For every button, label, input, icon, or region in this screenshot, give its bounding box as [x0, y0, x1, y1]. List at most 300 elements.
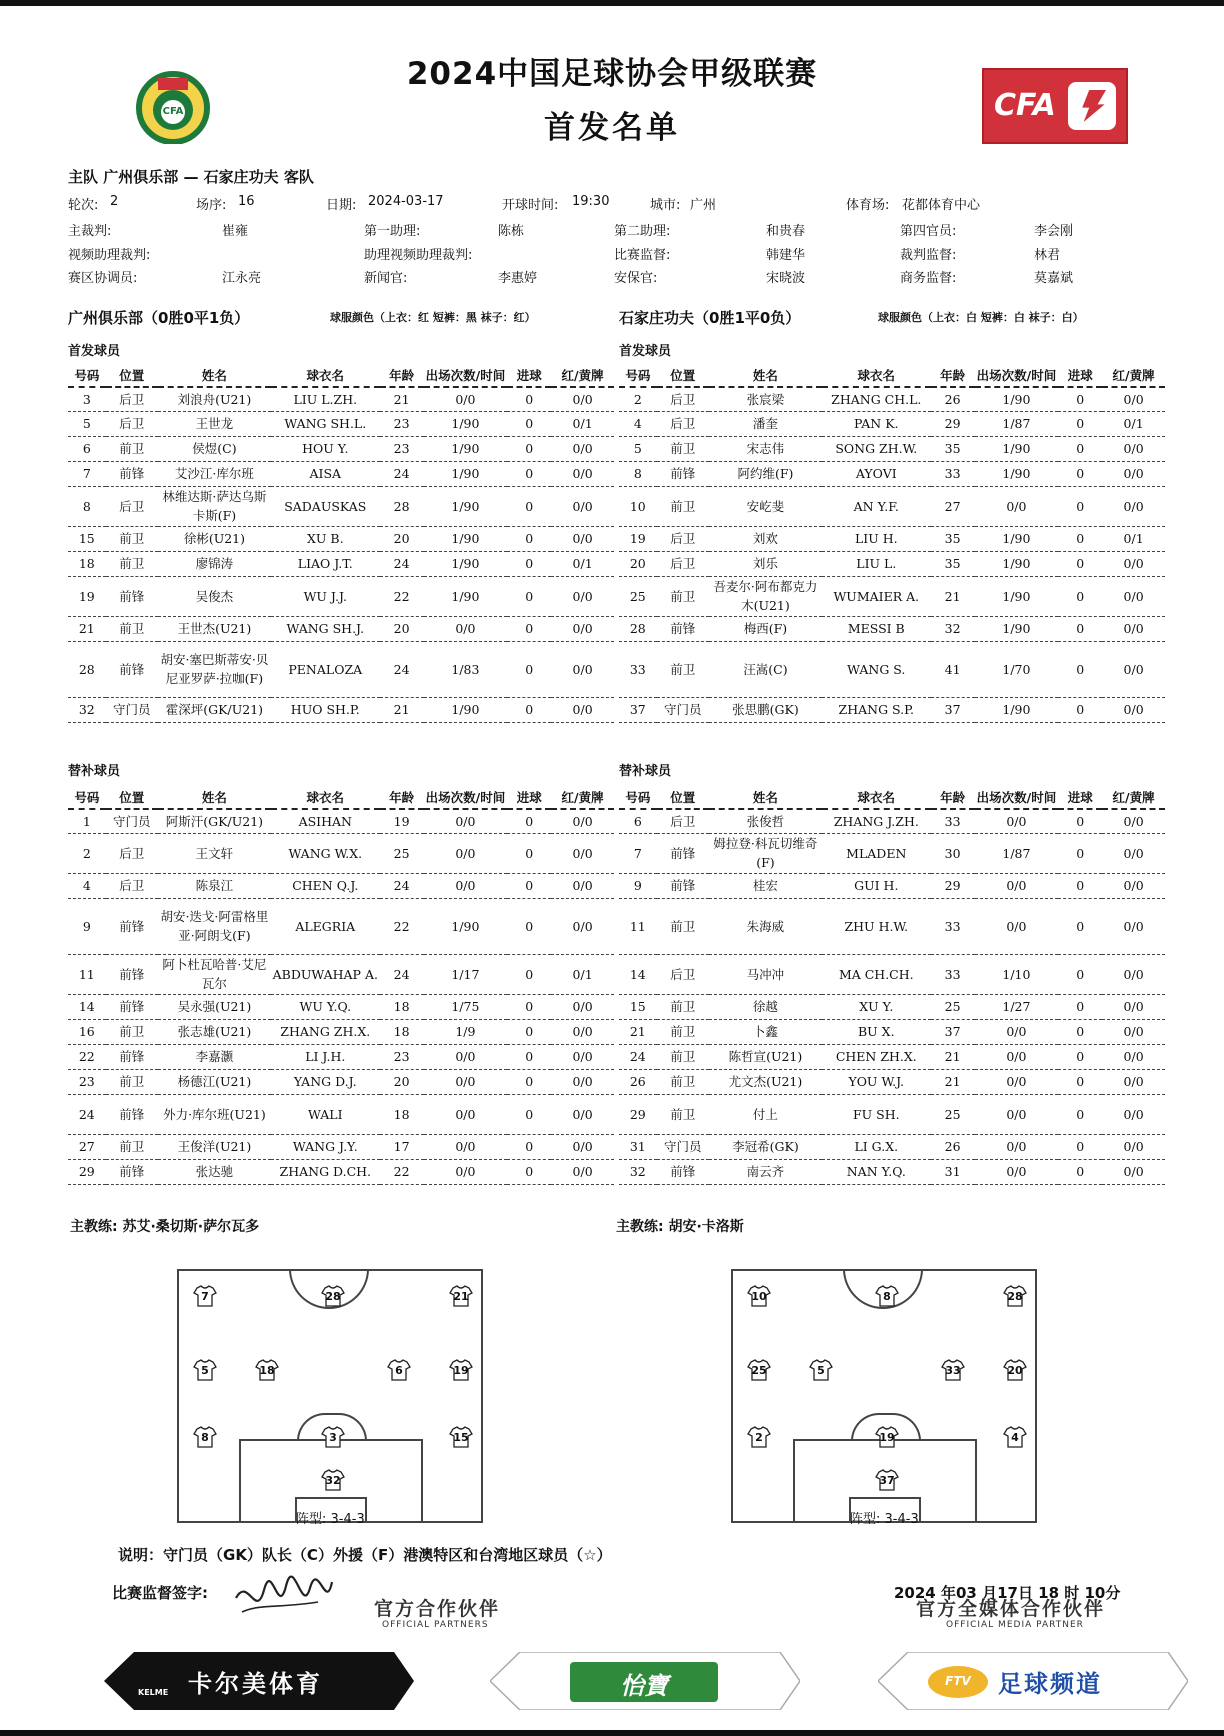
- player-position: 前卫: [106, 1134, 158, 1159]
- player-name: 张达驰: [158, 1159, 271, 1184]
- player-cards: 0/0: [1102, 461, 1165, 486]
- table-row: [68, 954, 614, 994]
- column-header: 号码: [68, 364, 106, 387]
- player-goals: 0: [507, 641, 551, 697]
- jersey-icon: [449, 1426, 473, 1448]
- player-position: 守门员: [657, 1134, 709, 1159]
- player-name: 宋志伟: [709, 436, 822, 461]
- player-age: 41: [931, 641, 975, 697]
- player-cards: 0/0: [551, 526, 614, 551]
- player-goals: 0: [1058, 461, 1102, 486]
- player-position: 前锋: [657, 873, 709, 898]
- player-number: 19: [619, 526, 657, 551]
- player-goals: 0: [1058, 1134, 1102, 1159]
- home-starters-label: 首发球员: [68, 344, 121, 359]
- jersey-number: 20: [1007, 1364, 1023, 1377]
- player-appearances: 0/0: [975, 809, 1059, 833]
- jersey-icon: [255, 1359, 279, 1381]
- player-cards: 0/0: [551, 994, 614, 1019]
- player-appearances: 0/0: [975, 1134, 1059, 1159]
- table-row: [619, 1019, 1165, 1044]
- player-goals: 0: [507, 486, 551, 526]
- player-shirt-name: LIU L.: [822, 551, 931, 576]
- player-name: 张宸梁: [709, 387, 822, 411]
- table-row: [619, 526, 1165, 551]
- player-number: 2: [68, 833, 106, 873]
- player-goals: 0: [1058, 551, 1102, 576]
- player-name: 胡安·塞巴斯蒂安·贝尼亚罗萨·拉咖(F): [158, 641, 271, 697]
- jersey-number: 4: [1011, 1431, 1019, 1444]
- player-name: 张思鹏(GK): [709, 697, 822, 722]
- player-goals: 0: [1058, 833, 1102, 873]
- player-shirt-name: PAN K.: [822, 411, 931, 436]
- player-goals: 0: [1058, 526, 1102, 551]
- column-header: 进球: [1058, 786, 1102, 809]
- player-cards: 0/0: [551, 461, 614, 486]
- player-shirt-name: SONG ZH.W.: [822, 436, 931, 461]
- player-appearances: 1/90: [424, 411, 508, 436]
- table-row: [619, 461, 1165, 486]
- player-shirt-name: YANG D.J.: [271, 1069, 380, 1094]
- player-number: 6: [619, 809, 657, 833]
- jersey-icon: [809, 1359, 833, 1381]
- player-age: 24: [380, 461, 424, 486]
- player-position: 后卫: [106, 873, 158, 898]
- jersey-number: 19: [453, 1364, 469, 1377]
- player-cards: 0/0: [1102, 576, 1165, 616]
- player-name: 刘欢: [709, 526, 822, 551]
- player-cards: 0/0: [551, 1159, 614, 1184]
- player-number: 21: [619, 1019, 657, 1044]
- player-appearances: 1/90: [424, 436, 508, 461]
- player-age: 33: [931, 461, 975, 486]
- player-position: 前锋: [657, 616, 709, 641]
- player-position: 前锋: [657, 833, 709, 873]
- player-position: 守门员: [106, 697, 158, 722]
- player-shirt-name: WU Y.Q.: [271, 994, 380, 1019]
- jersey-number: 28: [1007, 1290, 1023, 1303]
- player-name: 王世杰(U21): [158, 616, 271, 641]
- player-position: 前卫: [657, 1019, 709, 1044]
- column-header: 位置: [657, 786, 709, 809]
- player-age: 19: [380, 809, 424, 833]
- player-number: 20: [619, 551, 657, 576]
- player-number: 6: [68, 436, 106, 461]
- player-number: 5: [68, 411, 106, 436]
- player-cards: 0/0: [551, 809, 614, 833]
- jersey-icon: [321, 1285, 345, 1307]
- player-cards: 0/0: [1102, 1094, 1165, 1134]
- player-goals: 0: [1058, 954, 1102, 994]
- jersey-number: 18: [259, 1364, 275, 1377]
- player-number: 29: [619, 1094, 657, 1134]
- home-kit-colors: 球服颜色（上衣：红 短裤：黑 袜子：红）: [330, 311, 536, 324]
- player-goals: 0: [507, 809, 551, 833]
- player-name: 吴永强(U21): [158, 994, 271, 1019]
- player-number: 2: [619, 387, 657, 411]
- player-age: 17: [380, 1134, 424, 1159]
- table-row: [68, 873, 614, 898]
- table-row: [68, 387, 614, 411]
- table-row: [619, 551, 1165, 576]
- player-cards: 0/0: [1102, 898, 1165, 954]
- jersey-icon: [193, 1359, 217, 1381]
- player-position: 前锋: [106, 461, 158, 486]
- jersey-number: 28: [325, 1290, 341, 1303]
- player-shirt-name: ABDUWAHAP A.: [271, 954, 380, 994]
- player-appearances: 1/90: [975, 616, 1059, 641]
- player-cards: 0/0: [1102, 1069, 1165, 1094]
- player-appearances: 1/90: [424, 461, 508, 486]
- table-row: [619, 411, 1165, 436]
- jersey-icon: [875, 1285, 899, 1307]
- player-age: 33: [931, 898, 975, 954]
- player-age: 37: [931, 1019, 975, 1044]
- jersey-icon: [387, 1359, 411, 1381]
- jersey-number: 25: [751, 1364, 767, 1377]
- player-position: 前卫: [657, 436, 709, 461]
- player-age: 28: [380, 486, 424, 526]
- player-cards: 0/0: [551, 1134, 614, 1159]
- player-cards: 0/1: [551, 954, 614, 994]
- column-header: 号码: [619, 786, 657, 809]
- player-name: 阿斯汗(GK/U21): [158, 809, 271, 833]
- table-row: [68, 411, 614, 436]
- player-name: 吴俊杰: [158, 576, 271, 616]
- table-row: [68, 1019, 614, 1044]
- player-number: 11: [68, 954, 106, 994]
- away-pitch: [731, 1269, 1037, 1523]
- player-shirt-name: GUI H.: [822, 873, 931, 898]
- player-appearances: 1/90: [975, 526, 1059, 551]
- player-goals: 0: [1058, 436, 1102, 461]
- player-appearances: 1/90: [424, 486, 508, 526]
- player-name: 霍深坪(GK/U21): [158, 697, 271, 722]
- jersey-number: 3: [329, 1431, 337, 1444]
- player-number: 9: [68, 898, 106, 954]
- player-appearances: 0/0: [424, 833, 508, 873]
- table-row: [68, 833, 614, 873]
- yibao-banner: 怡寶: [490, 1652, 800, 1710]
- player-number: 4: [68, 873, 106, 898]
- player-shirt-name: XU Y.: [822, 994, 931, 1019]
- player-number: 7: [68, 461, 106, 486]
- player-age: 24: [380, 873, 424, 898]
- player-position: 前卫: [657, 1044, 709, 1069]
- home-subs-table: [68, 786, 614, 1185]
- player-number: 14: [619, 954, 657, 994]
- player-age: 22: [380, 1159, 424, 1184]
- player-shirt-name: SADAUSKAS: [271, 486, 380, 526]
- player-shirt-name: LIU L.ZH.: [271, 387, 380, 411]
- jersey-icon: [449, 1285, 473, 1307]
- column-header: 位置: [106, 364, 158, 387]
- home-formation: 阵型: 3-4-3: [296, 1512, 365, 1527]
- column-header: 球衣名: [822, 786, 931, 809]
- player-goals: 0: [507, 461, 551, 486]
- table-row: [68, 1069, 614, 1094]
- home-coach: 主教练: 苏艾·桑切斯·萨尔瓦多: [70, 1219, 260, 1235]
- player-appearances: 1/90: [424, 551, 508, 576]
- home-pitch: [177, 1269, 483, 1523]
- player-name: 付上: [709, 1094, 822, 1134]
- player-number: 37: [619, 697, 657, 722]
- player-appearances: 1/9: [424, 1019, 508, 1044]
- player-number: 3: [68, 387, 106, 411]
- player-shirt-name: LI J.H.: [271, 1044, 380, 1069]
- player-position: 后卫: [657, 387, 709, 411]
- player-shirt-name: WANG S.: [822, 641, 931, 697]
- column-header: 球衣名: [822, 364, 931, 387]
- player-number: 8: [619, 461, 657, 486]
- player-appearances: 0/0: [424, 1094, 508, 1134]
- player-appearances: 0/0: [424, 616, 508, 641]
- player-goals: 0: [1058, 809, 1102, 833]
- timestamp: 2024 年03 月17日 18 时 10分: [894, 1584, 1121, 1602]
- player-number: 5: [619, 436, 657, 461]
- player-appearances: 1/90: [975, 387, 1059, 411]
- player-shirt-name: LIAO J.T.: [271, 551, 380, 576]
- away-subs-label: 替补球员: [619, 764, 672, 779]
- player-position: 前锋: [657, 461, 709, 486]
- away-coach: 主教练: 胡安·卡洛斯: [616, 1219, 744, 1235]
- player-age: 35: [931, 551, 975, 576]
- player-shirt-name: WANG SH.L.: [271, 411, 380, 436]
- table-row: [619, 1069, 1165, 1094]
- player-shirt-name: WALI: [271, 1094, 380, 1134]
- player-appearances: 1/90: [975, 436, 1059, 461]
- player-age: 21: [380, 387, 424, 411]
- table-row: [619, 873, 1165, 898]
- player-name: 马冲冲: [709, 954, 822, 994]
- player-name: 南云齐: [709, 1159, 822, 1184]
- player-position: 后卫: [657, 551, 709, 576]
- player-goals: 0: [1058, 1069, 1102, 1094]
- table-row: [619, 954, 1165, 994]
- player-cards: 0/0: [551, 1044, 614, 1069]
- player-appearances: 0/0: [975, 1044, 1059, 1069]
- jersey-icon: [321, 1426, 345, 1448]
- player-age: 23: [380, 411, 424, 436]
- player-number: 7: [619, 833, 657, 873]
- jersey-number: 5: [201, 1364, 209, 1377]
- player-goals: 0: [507, 1044, 551, 1069]
- player-position: 前锋: [106, 576, 158, 616]
- player-shirt-name: ZHANG CH.L.: [822, 387, 931, 411]
- player-shirt-name: ZHANG D.CH.: [271, 1159, 380, 1184]
- player-appearances: 1/90: [424, 697, 508, 722]
- jersey-number: 10: [751, 1290, 767, 1303]
- jersey-icon: [875, 1469, 899, 1491]
- away-starters-label: 首发球员: [619, 344, 672, 359]
- jersey-number: 37: [879, 1474, 895, 1487]
- player-shirt-name: CHEN ZH.X.: [822, 1044, 931, 1069]
- player-shirt-name: YOU W.J.: [822, 1069, 931, 1094]
- player-shirt-name: FU SH.: [822, 1094, 931, 1134]
- table-row: [619, 436, 1165, 461]
- player-cards: 0/1: [551, 551, 614, 576]
- info-row: 轮次: 2 场序: 16 日期: 2024-03-17 开球时间: 19:30 城市: 广州 体育场: 花都体育中心: [68, 194, 981, 213]
- player-shirt-name: ZHANG ZH.X.: [271, 1019, 380, 1044]
- player-number: 15: [68, 526, 106, 551]
- table-header-row: [619, 786, 1165, 809]
- player-appearances: 0/0: [975, 486, 1059, 526]
- table-row: [68, 486, 614, 526]
- player-goals: 0: [507, 1069, 551, 1094]
- column-header: 出场次数/时间: [424, 364, 508, 387]
- player-position: 前卫: [106, 1019, 158, 1044]
- player-age: 21: [931, 1069, 975, 1094]
- player-age: 24: [380, 954, 424, 994]
- player-number: 24: [619, 1044, 657, 1069]
- player-cards: 0/0: [551, 387, 614, 411]
- player-age: 33: [931, 954, 975, 994]
- player-goals: 0: [507, 697, 551, 722]
- player-number: 21: [68, 616, 106, 641]
- player-shirt-name: AISA: [271, 461, 380, 486]
- player-position: 前卫: [106, 551, 158, 576]
- player-cards: 0/1: [1102, 526, 1165, 551]
- player-appearances: 0/0: [975, 873, 1059, 898]
- table-row: [68, 616, 614, 641]
- player-shirt-name: AYOVI: [822, 461, 931, 486]
- player-age: 23: [380, 1044, 424, 1069]
- jersey-number: 32: [325, 1474, 341, 1487]
- column-header: 红/黄牌: [551, 364, 614, 387]
- player-position: 前锋: [106, 1159, 158, 1184]
- player-position: 后卫: [106, 486, 158, 526]
- player-age: 29: [931, 873, 975, 898]
- player-name: 姆拉登·科瓦切维奇(F): [709, 833, 822, 873]
- player-position: 前锋: [106, 954, 158, 994]
- player-age: 31: [931, 1159, 975, 1184]
- jersey-icon: [321, 1469, 345, 1491]
- table-row: [68, 641, 614, 697]
- player-position: 前卫: [657, 576, 709, 616]
- column-header: 红/黄牌: [1102, 364, 1165, 387]
- player-age: 35: [931, 436, 975, 461]
- player-shirt-name: WUMAIER A.: [822, 576, 931, 616]
- jersey-number: 21: [453, 1290, 469, 1303]
- player-goals: 0: [507, 873, 551, 898]
- player-shirt-name: LIU H.: [822, 526, 931, 551]
- player-position: 前锋: [106, 1044, 158, 1069]
- player-position: 后卫: [657, 954, 709, 994]
- player-cards: 0/0: [1102, 387, 1165, 411]
- player-goals: 0: [1058, 1044, 1102, 1069]
- player-name: 艾沙江·库尔班: [158, 461, 271, 486]
- player-number: 32: [619, 1159, 657, 1184]
- player-shirt-name: BU X.: [822, 1019, 931, 1044]
- player-appearances: 1/10: [975, 954, 1059, 994]
- jersey-icon: [1003, 1359, 1027, 1381]
- player-number: 19: [68, 576, 106, 616]
- player-appearances: 1/90: [975, 461, 1059, 486]
- player-name: 潘奎: [709, 411, 822, 436]
- player-age: 18: [380, 1094, 424, 1134]
- player-name: 汪嵩(C): [709, 641, 822, 697]
- player-age: 25: [931, 994, 975, 1019]
- column-header: 年龄: [380, 364, 424, 387]
- player-age: 20: [380, 526, 424, 551]
- player-appearances: 0/0: [424, 873, 508, 898]
- table-header-row: [68, 786, 614, 809]
- table-row: [619, 1094, 1165, 1134]
- player-position: 前锋: [106, 898, 158, 954]
- player-appearances: 0/0: [424, 1044, 508, 1069]
- jersey-icon: [747, 1285, 771, 1307]
- player-position: 守门员: [106, 809, 158, 833]
- player-age: 21: [380, 697, 424, 722]
- player-cards: 0/0: [551, 833, 614, 873]
- cfa-emblem: CFA: [132, 68, 214, 144]
- player-goals: 0: [507, 833, 551, 873]
- player-appearances: 1/87: [975, 833, 1059, 873]
- column-header: 位置: [657, 364, 709, 387]
- player-goals: 0: [507, 387, 551, 411]
- player-age: 27: [931, 486, 975, 526]
- player-appearances: 1/90: [975, 697, 1059, 722]
- player-cards: 0/1: [1102, 411, 1165, 436]
- table-row: [68, 1044, 614, 1069]
- player-number: 22: [68, 1044, 106, 1069]
- player-name: 王世龙: [158, 411, 271, 436]
- player-cards: 0/0: [551, 616, 614, 641]
- player-position: 后卫: [657, 526, 709, 551]
- home-subs-label: 替补球员: [68, 764, 121, 779]
- player-appearances: 1/90: [424, 576, 508, 616]
- player-goals: 0: [507, 994, 551, 1019]
- player-shirt-name: ASIHAN: [271, 809, 380, 833]
- column-header: 红/黄牌: [1102, 786, 1165, 809]
- player-appearances: 0/0: [975, 1019, 1059, 1044]
- player-cards: 0/0: [551, 1094, 614, 1134]
- player-position: 前卫: [106, 436, 158, 461]
- table-row: [619, 641, 1165, 697]
- player-shirt-name: LI G.X.: [822, 1134, 931, 1159]
- bottom-border: [0, 1730, 1224, 1736]
- player-appearances: 0/0: [424, 1159, 508, 1184]
- player-position: 守门员: [657, 697, 709, 722]
- player-name: 张志雄(U21): [158, 1019, 271, 1044]
- player-age: 24: [380, 551, 424, 576]
- player-appearances: 1/70: [975, 641, 1059, 697]
- jersey-icon: [941, 1359, 965, 1381]
- column-header: 出场次数/时间: [424, 786, 508, 809]
- table-row: [68, 576, 614, 616]
- player-cards: 0/0: [1102, 436, 1165, 461]
- player-age: 21: [931, 1044, 975, 1069]
- player-age: 32: [931, 616, 975, 641]
- column-header: 红/黄牌: [551, 786, 614, 809]
- column-header: 姓名: [709, 364, 822, 387]
- player-cards: 0/0: [551, 1019, 614, 1044]
- table-row: [619, 697, 1165, 722]
- player-appearances: 0/0: [975, 1069, 1059, 1094]
- column-header: 号码: [68, 786, 106, 809]
- player-name: 张俊哲: [709, 809, 822, 833]
- player-position: 前卫: [657, 994, 709, 1019]
- player-goals: 0: [1058, 898, 1102, 954]
- player-shirt-name: WANG J.Y.: [271, 1134, 380, 1159]
- player-appearances: 0/0: [975, 1159, 1059, 1184]
- player-goals: 0: [507, 411, 551, 436]
- away-formation: 阵型: 3-4-3: [850, 1512, 919, 1527]
- player-name: 卜鑫: [709, 1019, 822, 1044]
- player-position: 后卫: [106, 411, 158, 436]
- column-header: 年龄: [931, 364, 975, 387]
- player-shirt-name: ALEGRIA: [271, 898, 380, 954]
